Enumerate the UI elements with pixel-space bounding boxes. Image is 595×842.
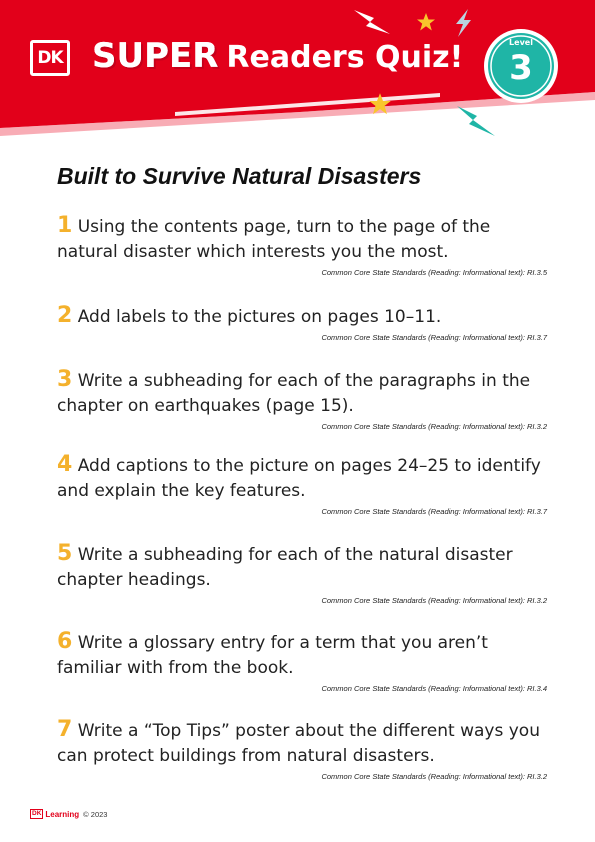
level-label: Level <box>509 38 533 47</box>
question-number: 6 <box>57 629 73 654</box>
question-text: Using the contents page, turn to the page of the natural disaster which interests you the most. <box>57 217 491 262</box>
lightning-bolt-icon <box>352 8 392 38</box>
dk-logo: DK <box>30 40 70 76</box>
question-text: Write a glossary entry for a term that you aren’t familiar with from the book. <box>57 633 488 678</box>
question-number: 4 <box>57 452 73 477</box>
level-badge <box>483 28 559 104</box>
question-7 <box>57 717 547 781</box>
title-readers-quiz: Readers Quiz! <box>226 40 464 75</box>
header-banner <box>0 0 595 150</box>
question-number: 7 <box>57 717 73 742</box>
question-standard: Common Core State Standards (Reading: Informational text): RI.3.4 <box>321 684 547 693</box>
question-2 <box>57 303 547 342</box>
question-standard: Common Core State Standards (Reading: Informational text): RI.3.5 <box>321 268 547 277</box>
question-text: Add captions to the picture on pages 24–25 to identify and explain the key features. <box>57 456 541 501</box>
question-number: 1 <box>57 213 73 238</box>
footer <box>30 808 107 820</box>
footer-copyright: © 2023 <box>83 809 108 819</box>
question-6 <box>57 629 547 693</box>
question-1 <box>57 213 547 277</box>
star-icon <box>368 92 392 116</box>
lightning-bolt-icon <box>455 100 499 140</box>
question-standard: Common Core State Standards (Reading: Informational text): RI.3.2 <box>321 422 547 431</box>
title-super: SUPER <box>92 36 219 76</box>
question-text: Write a subheading for each of the natural disaster chapter headings. <box>57 545 513 590</box>
question-standard: Common Core State Standards (Reading: Informational text): RI.3.2 <box>321 772 547 781</box>
question-4 <box>57 452 547 516</box>
star-icon <box>416 12 436 32</box>
question-number: 5 <box>57 541 73 566</box>
footer-dk-logo: DK <box>32 810 42 817</box>
question-text: Write a “Top Tips” poster about the different ways you can protect buildings from natural disasters. <box>57 721 540 766</box>
question-5 <box>57 541 547 605</box>
question-number: 3 <box>57 367 73 392</box>
question-3 <box>57 367 547 431</box>
question-standard: Common Core State Standards (Reading: Informational text): RI.3.7 <box>321 333 547 342</box>
question-text: Write a subheading for each of the paragraphs in the chapter on earthquakes (page 15). <box>57 371 531 416</box>
question-number: 2 <box>57 303 73 328</box>
question-standard: Common Core State Standards (Reading: Informational text): RI.3.2 <box>321 596 547 605</box>
banner-title <box>92 36 463 76</box>
level-number: 3 <box>509 48 533 88</box>
footer-brand: Learning <box>45 809 80 819</box>
lightning-bolt-icon <box>452 8 474 38</box>
quiz-title: Built to Survive Natural Disasters <box>57 163 422 189</box>
question-text: Add labels to the pictures on pages 10–11. <box>77 307 442 327</box>
question-standard: Common Core State Standards (Reading: Informational text): RI.3.7 <box>321 507 547 516</box>
